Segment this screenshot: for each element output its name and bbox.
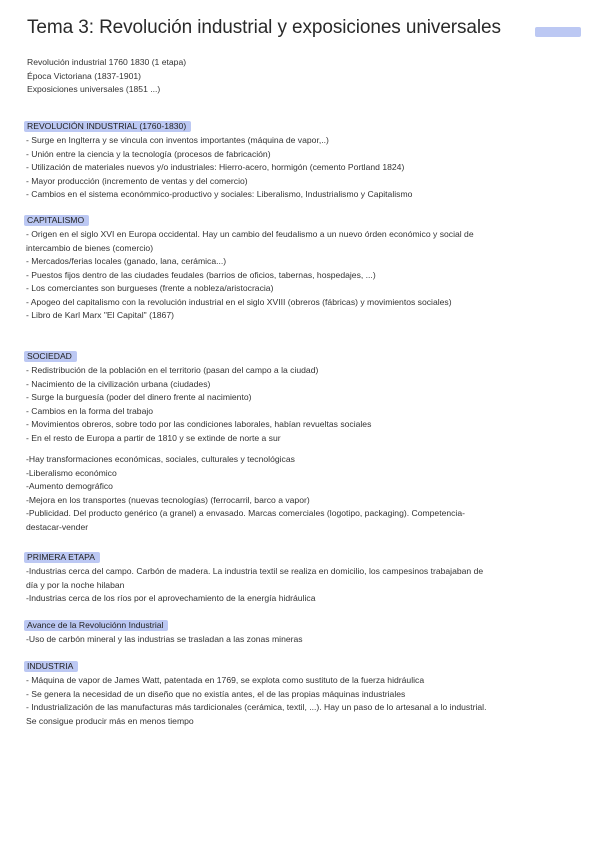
section-industria <box>24 656 572 728</box>
section-heading: REVOLUCIÓN INDUSTRIAL (1760-1830) <box>24 121 191 132</box>
page-title: Tema 3: Revolución industrial y exposiciones universales <box>27 17 501 38</box>
title-highlight-mark <box>535 27 581 37</box>
section-avance <box>24 615 572 647</box>
list-item: - Puestos fijos dentro de las ciudades feudales (barrios de oficios, tabernas, hospedajes, ...) <box>26 269 376 280</box>
list-item: -Uso de carbón mineral y las industrias se trasladan a las zonas mineras <box>26 634 303 644</box>
list-item: - Mayor producción (incremento de ventas y del comercio) <box>26 175 248 186</box>
intro-line: Época Victoriana (1837-1901) <box>27 70 142 81</box>
list-item: -Publicidad. Del producto genérico (a granel) a envasado. Marcas comerciales (logotipo, packaging). Competencia- <box>26 508 465 518</box>
intro-line: Revolución industrial 1760 1830 (1 etapa) <box>27 57 187 67</box>
list-item: - Libro de Karl Marx "El Capital" (1867) <box>26 310 174 320</box>
list-item: -Aumento demográfico <box>26 481 113 491</box>
section-primera-etapa <box>24 547 572 606</box>
list-item: - Utilización de materiales nuevos y/o industriales: Hierro-acero, hormigón (cemento Portland 1824) <box>26 162 405 172</box>
section-capitalismo <box>24 210 572 323</box>
list-item: - Movimientos obreros, sobre todo por las condiciones laborales, habían revueltas sociales <box>26 419 372 429</box>
list-item: - Redistribución de la población en el territorio (pasan del campo a la ciudad) <box>26 365 319 375</box>
section-heading: Avance de la Revoluciónn Industrial <box>24 620 168 631</box>
list-item: - Los comerciantes son burgueses (frente a nobleza/aristocracia) <box>26 283 274 293</box>
section-heading: CAPITALISMO <box>24 215 89 226</box>
list-item: -Liberalismo económico <box>26 467 117 478</box>
list-item: - En el resto de Europa a partir de 1810 y se extinde de norte a sur <box>26 432 281 443</box>
section-heading: SOCIEDAD <box>24 351 77 362</box>
intro-block <box>24 56 572 97</box>
list-item: -Mejora en los transportes (nuevas tecnologías) (ferrocarril, barco a vapor) <box>26 494 310 505</box>
list-item: -Hay transformaciones económicas, sociales, culturales y tecnológicas <box>26 454 295 464</box>
list-item: Se consigue producir más en menos tiempo <box>26 715 194 726</box>
list-item: - Unión entre la ciencia y la tecnología (procesos de fabricación) <box>26 148 271 159</box>
list-item: - Surge en Inglterra y se vincula con inventos importantes (máquina de vapor,..) <box>26 135 329 145</box>
list-item: - Industrialización de las manufacturas más tardicionales (cerámica, textil, ...). Hay un paso de lo artesanal a lo industrial. <box>26 702 487 712</box>
section-sociedad-extra <box>24 453 572 534</box>
list-item: destacar-vender <box>26 521 89 532</box>
list-item: - Apogeo del capitalismo con la revolución industrial en el siglo XVIII (obreros (fábricas) y movimientos sociales) <box>26 296 452 307</box>
intro-line: Exposiciones universales (1851 ...) <box>27 84 161 94</box>
list-item: - Cambios en la forma del trabajo <box>26 405 154 416</box>
section-sociedad <box>24 346 572 445</box>
list-item: día y por la noche hilaban <box>26 579 125 590</box>
list-item: -Industrias cerca de los ríos por el aprovechamiento de la energía hidráulica <box>26 593 316 603</box>
list-item: intercambio de bienes (comercio) <box>26 242 154 253</box>
section-heading: INDUSTRIA <box>24 661 78 672</box>
list-item: - Se genera la necesidad de un diseño que no existía antes, el de las propias máquinas industriales <box>26 688 406 699</box>
list-item: - Origen en el siglo XVI en Europa occidental. Hay un cambio del feudalismo a un nuevo órden económico y social de <box>26 229 474 239</box>
list-item: - Nacimiento de la civilización urbana (ciudades) <box>26 378 211 389</box>
list-item: - Máquina de vapor de James Watt, patentada en 1769, se explota como sustituto de la fuerza hidráulica <box>26 675 425 685</box>
list-item: - Surge la burguesía (poder del dinero frente al nacimiento) <box>26 392 252 402</box>
list-item: - Cambios en el sistema económmico-productivo y sociales: Liberalismo, Industrialismo y Capitalismo <box>26 189 413 199</box>
list-item: - Mercados/ferias locales (ganado, lana, cerámica...) <box>26 256 227 266</box>
list-item: -Industrias cerca del campo. Carbón de madera. La industria textil se realiza en domicilio, los campesinos trabajaban de <box>26 566 484 576</box>
section-revolucion <box>24 116 572 202</box>
section-heading: PRIMERA ETAPA <box>24 552 100 563</box>
